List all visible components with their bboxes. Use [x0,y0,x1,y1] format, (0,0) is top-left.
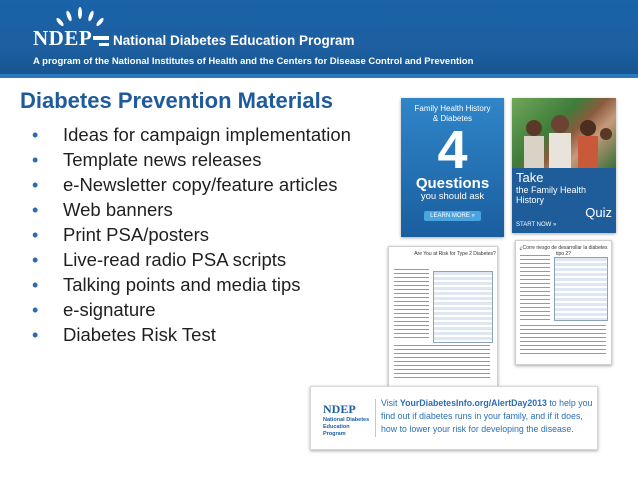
banner-heading-line1: Family Health History [414,104,491,113]
bullet-item [30,274,360,296]
quiz-panel [512,168,616,233]
bullet-dot-icon: • [32,300,39,320]
risk-test-document-spanish [515,240,612,365]
risk-test-title: Are You at Risk for Type 2 Diabetes? [414,251,496,257]
bullet-item [30,199,360,221]
document-text-lines [520,255,550,321]
header-banner [0,0,638,78]
risk-test-document-english [388,246,498,388]
bullet-item [30,299,360,321]
e-signature-banner [310,386,598,450]
bullet-dot-icon: • [32,200,39,220]
web-banner-quiz [512,98,616,233]
bullet-item [30,324,360,346]
bullet-dot-icon: • [32,150,39,170]
bullet-text: Talking points and media tips [63,274,301,295]
logo-dash [93,36,109,40]
bullet-text: Ideas for campaign implementation [63,124,351,145]
bullet-dot-icon: • [32,225,39,245]
bullet-item [30,174,360,196]
learn-more-button: LEARN MORE » [424,211,481,221]
bullet-text: Diabetes Risk Test [63,324,216,345]
document-text-lines [394,345,490,381]
bullet-dot-icon: • [32,250,39,270]
family-photo-figures [512,98,616,168]
bullet-dot-icon: • [32,125,39,145]
bullet-item [30,224,360,246]
ndep-logo: NDEP [33,26,93,50]
document-text-lines [394,269,429,339]
banner-heading-line2: & Diabetes [432,114,473,123]
esig-logo: NDEP [323,402,356,416]
bullet-list [30,124,360,349]
esig-divider [375,399,376,437]
logo-dash-small [99,43,109,46]
org-name: National Diabetes Education Program [113,33,355,48]
bullet-dot-icon: • [32,175,39,195]
bullet-dot-icon: • [32,275,39,295]
bullet-item [30,149,360,171]
bullet-text: e-signature [63,299,156,320]
bullet-dot-icon: • [32,325,39,345]
quiz-take: Take [516,170,544,185]
start-now-button: START NOW » [516,222,557,228]
bullet-text: Web banners [63,199,173,220]
slide-title: Diabetes Prevention Materials [20,88,334,113]
banner-number: 4 [437,120,468,180]
esig-msg-prefix: Visit [381,398,400,408]
banner-questions: Questions [415,175,490,192]
web-banner-4-questions [401,98,504,237]
esig-message [381,397,593,436]
bullet-item [30,124,360,146]
family-photo [512,98,616,168]
header-stripe [0,74,638,78]
quiz-word: Quiz [585,205,612,220]
esig-link: YourDiabetesInfo.org/AlertDay2013 [399,398,547,408]
quiz-middle: the Family Health History [516,185,587,205]
tagline: A program of the National Institutes of Health and the Centers for Disease Control and Prevention [33,56,474,67]
risk-table [554,257,608,321]
document-text-lines [520,325,606,357]
risk-test-title-spanish: ¿Corre riesgo de desarrollar la diabetes tipo 2? [519,245,608,257]
bullet-text: e-Newsletter copy/feature articles [63,174,338,195]
esig-msg-suffix: to help you find out if diabetes runs in your family, and if it does, how to lower your risk for developing the disease. [381,398,593,434]
bullet-text: Template news releases [63,149,262,170]
bullet-item [30,249,360,271]
bullet-text: Live-read radio PSA scripts [63,249,287,270]
banner-subtitle: you should ask [420,191,485,202]
bullet-text: Print PSA/posters [63,224,210,245]
esig-logo-subtitle: National Diabetes Education Program [323,417,370,437]
risk-table [433,271,493,343]
